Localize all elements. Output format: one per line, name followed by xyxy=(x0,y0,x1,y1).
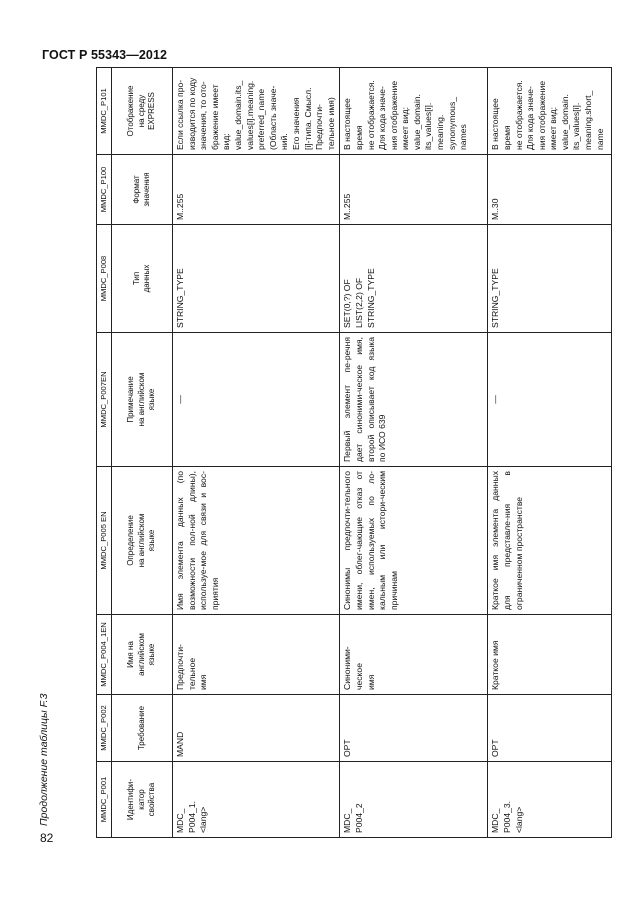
requirement-cell: MAND xyxy=(173,695,340,762)
column-header: Идентифи- катор свойства xyxy=(112,762,173,838)
code-cell: MMDC_P101 xyxy=(97,68,112,155)
table-row xyxy=(488,68,612,838)
data-type-cell: STRING_TYPE xyxy=(173,225,340,333)
code-row xyxy=(97,68,112,838)
document-header: ГОСТ Р 55343—2012 xyxy=(42,48,168,62)
english-name-cell: Предпочти- тельное имя xyxy=(173,615,340,695)
data-type-cell: SET(0,?) OF LIST(2,2) OF STRING_TYPE xyxy=(340,225,488,333)
code-cell: MMDC_P002 xyxy=(97,695,112,762)
property-id-cell: MDC_ P004_1. <lang> xyxy=(173,762,340,838)
code-cell: MMDC_P100 xyxy=(97,155,112,225)
value-format-cell: M..255 xyxy=(173,155,340,225)
note-cell: — xyxy=(173,333,340,467)
property-id-cell: MDC_ P004_2 xyxy=(340,762,488,838)
property-table xyxy=(96,67,612,838)
code-cell: MMDC_P007EN xyxy=(97,333,112,467)
column-header: Требование xyxy=(112,695,173,762)
value-format-cell: M..255 xyxy=(340,155,488,225)
express-mapping-cell: В настоящее время не отображается. Для кода значе-ния отображение имеет вид: value_domain. its_values[i]. meaning.short_ name xyxy=(488,68,612,155)
value-format-cell: M..30 xyxy=(488,155,612,225)
column-header: Определение на английском языке xyxy=(112,467,173,615)
column-header: Тип данных xyxy=(112,225,173,333)
column-header: Примечание на английском языке xyxy=(112,333,173,467)
express-mapping-cell: В настоящее время не отображается. Для кода значе-ния отображение имеет вид: value_domain. its_values[i]. meaning. synonymous_ names xyxy=(340,68,488,155)
data-type-cell: STRING_TYPE xyxy=(488,225,612,333)
definition-cell: Имя элемента данных (по возможности пол-ной длины), используе-мое для связи и вос-приятия xyxy=(173,467,340,615)
definition-cell: Синонимы предпочти-тельного имени, облег-чающие отказ от имен, используемых по ло-кальным или истори-ческим причинам xyxy=(340,467,488,615)
table-caption: Продолжение таблицы F.3 xyxy=(38,693,50,826)
definition-cell: Краткое имя элемента данных для представле-ния в ограниченном пространстве xyxy=(488,467,612,615)
code-cell: MMDC_P008 xyxy=(97,225,112,333)
column-header: Отображение на среду EXPRESS xyxy=(112,68,173,155)
english-name-cell: Синоними- ческое имя xyxy=(340,615,488,695)
code-cell: MMDC_P005 EN xyxy=(97,467,112,615)
column-header: Формат значения xyxy=(112,155,173,225)
english-name-cell: Краткое имя xyxy=(488,615,612,695)
note-cell: Первый элемент пе-речня дает синоними-ческое имя, второй описывает код языка по ИСО 639 xyxy=(340,333,488,467)
code-cell: MMDC_P004_1EN xyxy=(97,615,112,695)
rotated-table-container xyxy=(96,68,612,838)
requirement-cell: OPT xyxy=(340,695,488,762)
column-header: Имя на английском языке xyxy=(112,615,173,695)
note-cell: — xyxy=(488,333,612,467)
property-id-cell: MDC_ P004_3. <lang> xyxy=(488,762,612,838)
table-row xyxy=(173,68,340,838)
express-mapping-cell: Если ссылка про-изводится по коду значения, то ото-бражение имеет вид: value_domain.its_ values[i].meaning. preferred_name (Область значе-ний. Его значения [i]-типа. Смысл. Предпочти- тельное имя) xyxy=(173,68,340,155)
code-cell: MMDC_P001 xyxy=(97,762,112,838)
page-number: 82 xyxy=(40,831,54,845)
requirement-cell: OPT xyxy=(488,695,612,762)
table-row xyxy=(340,68,488,838)
header-row xyxy=(112,68,173,838)
